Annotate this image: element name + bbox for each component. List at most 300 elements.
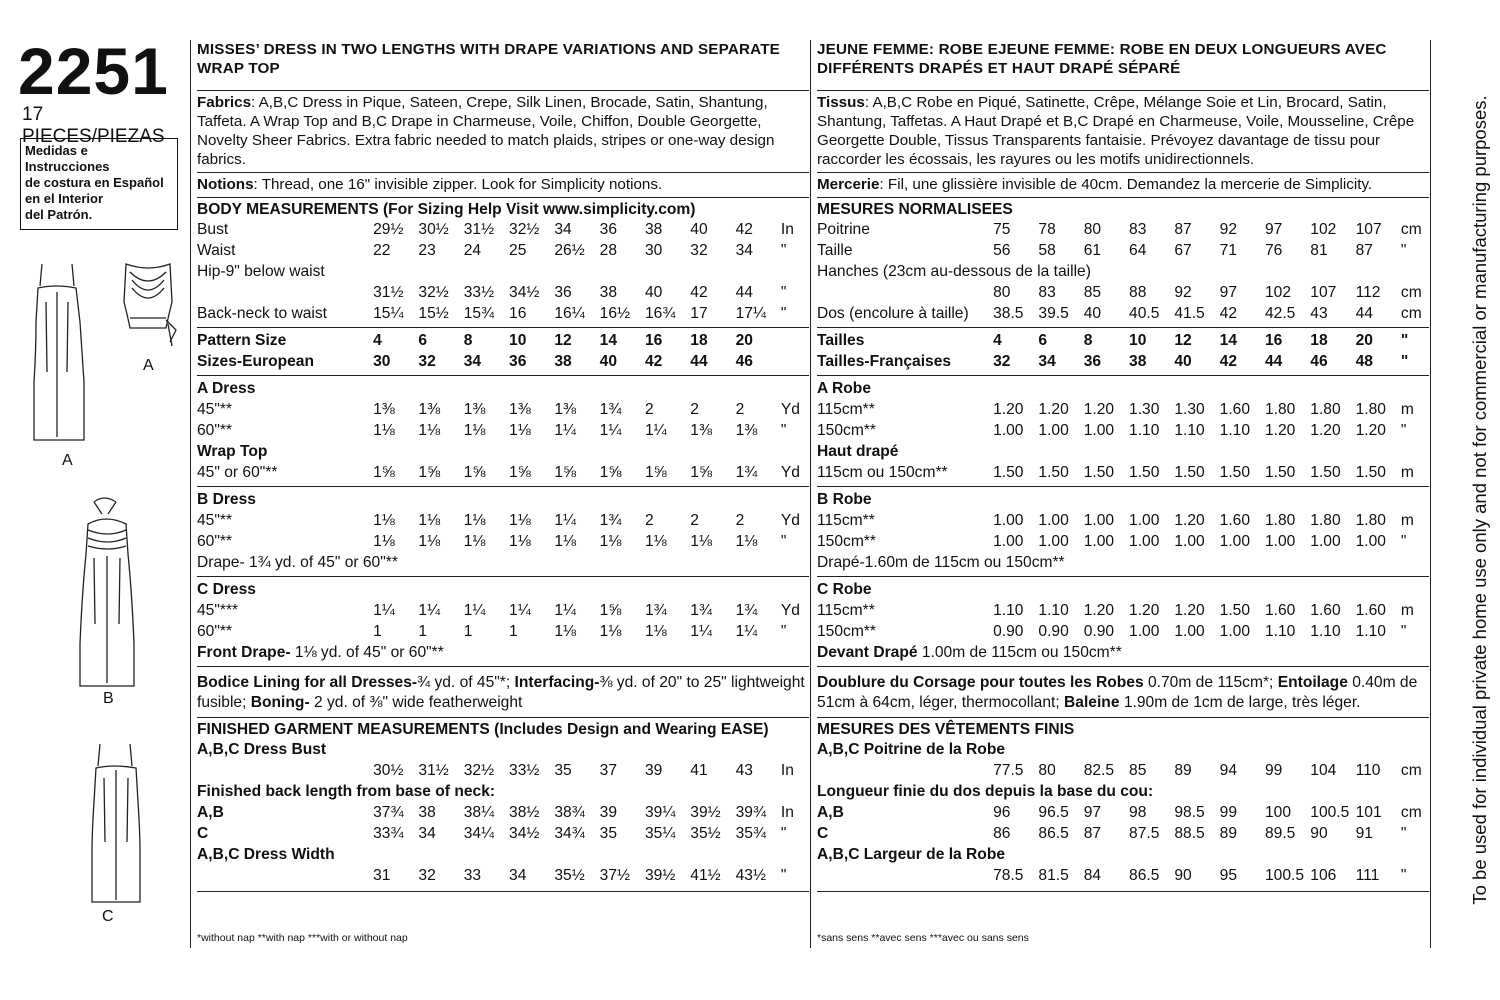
- size-value: 1⅝: [373, 463, 395, 481]
- c-drape-label: Front Drape-: [197, 644, 291, 661]
- size-value: 100.5: [1310, 803, 1350, 821]
- row-label: Tailles-Françaises: [817, 352, 952, 370]
- fabrics-section: [817, 90, 1429, 172]
- row-label: 115cm**: [817, 601, 875, 619]
- table-row: [817, 865, 1429, 886]
- table-row: [817, 844, 1429, 865]
- size-value: 1: [373, 622, 382, 640]
- size-value: 1.50: [1083, 463, 1115, 481]
- row-label: 45"**: [197, 511, 233, 529]
- notions-label: Mercerie: [817, 176, 880, 193]
- row-label: Tailles: [817, 331, 865, 349]
- c_rows-table: [817, 579, 1429, 642]
- size-value: 20: [735, 331, 753, 349]
- size-value: 12: [1174, 331, 1192, 349]
- size-value: 112: [1355, 283, 1381, 301]
- size-value: 38: [644, 220, 663, 238]
- size-value: 1.80: [1310, 511, 1341, 529]
- size-value: 67: [1174, 241, 1192, 259]
- table-row: [197, 802, 809, 823]
- size-value: 1⅛: [509, 421, 531, 439]
- lining-label: Bodice Lining for all Dresses-: [197, 674, 418, 691]
- size-value: 4: [373, 331, 382, 349]
- size-value: 34: [554, 220, 572, 238]
- unit: ": [1400, 421, 1407, 439]
- size-value: 1.80: [1355, 400, 1386, 418]
- size-value: 1.80: [1355, 511, 1386, 529]
- size-value: 1¼: [418, 601, 441, 619]
- size-value: 90: [1174, 866, 1192, 884]
- unit: ": [780, 866, 787, 884]
- table-row: [197, 420, 809, 441]
- size-value: 100: [1264, 803, 1291, 821]
- size-value: 43½: [735, 866, 766, 884]
- size-value: 96: [993, 803, 1011, 821]
- size-value: 1⅝: [644, 463, 667, 481]
- unit: Yd: [780, 400, 800, 418]
- size-value: 38.5: [993, 304, 1024, 322]
- size-value: 44: [1355, 304, 1373, 322]
- table-row: [817, 330, 1429, 351]
- body-measurements-header: MESURES NORMALISEES: [817, 201, 1013, 218]
- size-value: 1.00: [1083, 421, 1115, 439]
- body_rows-table: [817, 219, 1429, 324]
- size-value: 1.00: [993, 511, 1024, 529]
- spanish-note-box: [20, 138, 178, 230]
- size-value: 90: [1310, 824, 1328, 842]
- size-value: 1⅜: [509, 400, 531, 418]
- size-value: 34: [1038, 352, 1056, 370]
- size-value: 1⅛: [599, 532, 622, 550]
- size-value: 94: [1219, 761, 1238, 779]
- size-value: 30½: [418, 220, 449, 238]
- size-value: 1⅛: [418, 532, 441, 550]
- size-value: 1.60: [1219, 400, 1251, 418]
- row-label: 150cm**: [817, 421, 876, 439]
- view-c-yardage-section: [197, 576, 809, 666]
- size-value: 38: [599, 283, 618, 301]
- size-value: 1.00: [993, 532, 1024, 550]
- row-label: C: [817, 824, 829, 842]
- unit: ": [780, 283, 787, 301]
- size-value: 83: [1129, 220, 1147, 238]
- size-value: 1.20: [993, 400, 1024, 418]
- size-value: 8: [1083, 331, 1093, 349]
- size-value: 1⅜: [373, 400, 395, 418]
- size-value: 71: [1219, 241, 1238, 259]
- size-value: 98: [1129, 803, 1147, 821]
- table-row: [817, 441, 1429, 462]
- size-value: 39½: [644, 866, 676, 884]
- size-value: 31: [373, 866, 391, 884]
- view-a-yardage-section: [817, 375, 1429, 486]
- size-value: 1.10: [1219, 421, 1251, 439]
- table-row: [817, 823, 1429, 844]
- table-row: [817, 802, 1429, 823]
- size-value: 1⅜: [735, 421, 758, 439]
- finished-measurements-section: [817, 717, 1429, 889]
- size-value: 96.5: [1038, 803, 1069, 821]
- lining-text: 0.70m de 115cm*;: [1143, 674, 1278, 691]
- size-value: 2: [735, 400, 745, 418]
- boning-label: Baleine: [1064, 694, 1120, 711]
- table-row: [817, 462, 1429, 483]
- size-value: 1.00: [1310, 532, 1341, 550]
- fabrics-text: : A,B,C Robe en Piqué, Satinette, Crêpe, Mélange Soie et Lin, Brocard, Satin, Shantung, Taffetas. A Haut Drapé et B,C Drapé en Charmeuse, Voile, Mousseline, Crêpe Georgette Double, Tissus Transparents fantaisie. Prévoyez davantage de tissu pour raccorder les écossais, les rayures ou les motifs unidirectionnels.: [817, 94, 1415, 168]
- size-value: 1.80: [1310, 400, 1341, 418]
- size-value: 37¾: [373, 803, 404, 821]
- row-label: A,B: [197, 803, 224, 821]
- table-row: [817, 739, 1429, 760]
- size-value: 42: [644, 352, 663, 370]
- b-drape-note: Drape- 1¾ yd. of 45" or 60"**: [197, 554, 398, 571]
- size-value: 23: [418, 241, 436, 259]
- spanish-note-line: Medidas e Instrucciones: [25, 143, 110, 174]
- row-label: [817, 865, 993, 886]
- size-value: 86.5: [1129, 866, 1160, 884]
- row-label: A Dress: [197, 379, 256, 397]
- size-value: 89: [1174, 761, 1192, 779]
- table-row: [197, 579, 809, 600]
- unit: m: [1400, 400, 1414, 418]
- size-value: 1.20: [1174, 511, 1205, 529]
- size-value: 95: [1219, 866, 1238, 884]
- unit: In: [780, 220, 794, 238]
- unit: In: [780, 761, 794, 779]
- size_rows-table: [197, 330, 809, 372]
- size-value: 87: [1083, 824, 1102, 842]
- size-value: 1.20: [1264, 421, 1296, 439]
- size-value: 1⅛: [599, 622, 622, 640]
- row-label: C: [197, 824, 209, 842]
- size-value: 1: [418, 622, 428, 640]
- size-value: 42: [690, 283, 708, 301]
- size-value: 16¾: [644, 304, 676, 322]
- size-value: 87.5: [1129, 824, 1160, 842]
- unit: m: [1400, 601, 1414, 619]
- size-value: 31½: [463, 220, 495, 238]
- size-value: 34: [509, 866, 527, 884]
- size-value: 1.00: [1355, 532, 1386, 550]
- size-value: 1.00: [1038, 532, 1069, 550]
- unit: [781, 351, 809, 372]
- row-label: 150cm**: [817, 532, 876, 550]
- size-value: 1.10: [1310, 622, 1341, 640]
- table-row: [197, 621, 809, 642]
- table-row: [817, 351, 1429, 372]
- table-row: [817, 621, 1429, 642]
- size-value: 85: [1083, 283, 1102, 301]
- size-value: 25: [509, 241, 527, 259]
- size-value: 80: [1038, 761, 1056, 779]
- view-a-yardage-section: [197, 375, 809, 486]
- size-value: 1.80: [1264, 511, 1296, 529]
- unit: [781, 330, 809, 351]
- size-value: 1.20: [1174, 601, 1205, 619]
- size-value: 28: [599, 241, 618, 259]
- size-value: 8: [463, 331, 473, 349]
- lining-label: Doublure du Corsage pour toutes les Robes: [817, 674, 1144, 691]
- size-value: 38: [418, 803, 436, 821]
- table-row: [197, 865, 809, 886]
- size-value: 1¼: [735, 622, 758, 640]
- table-row: [817, 378, 1429, 399]
- size-value: 102: [1264, 283, 1291, 301]
- size-value: 75: [993, 220, 1011, 238]
- row-label: Pattern Size: [197, 331, 287, 349]
- size-value: 34¾: [554, 824, 585, 842]
- row-label: [197, 865, 373, 886]
- size-value: 1⅛: [463, 511, 486, 529]
- size-value: 61: [1083, 241, 1102, 259]
- size-value: 1⅛: [373, 421, 395, 439]
- pattern-number: 2251: [18, 34, 169, 108]
- size-value: 76: [1264, 241, 1283, 259]
- fabrics-section: [197, 90, 809, 172]
- row-label: A,B,C Dress Width: [197, 845, 335, 863]
- size-value: 1.10: [1129, 421, 1160, 439]
- side-note: [1460, 0, 1500, 1000]
- size-value: 26½: [554, 241, 585, 259]
- size-value: 15¼: [373, 304, 404, 322]
- size-value: 1¼: [554, 421, 577, 439]
- size-value: 33½: [463, 283, 495, 301]
- size-value: 1.50: [1129, 463, 1160, 481]
- interfacing-text: 0.40m de 51cm à 64cm, léger, thermocollant;: [817, 674, 1418, 711]
- size-value: 86: [993, 824, 1011, 842]
- table-row: [817, 579, 1429, 600]
- view-label-a-top: A: [143, 357, 154, 374]
- table-row: [197, 462, 809, 483]
- size-value: 88.5: [1174, 824, 1205, 842]
- size-value: 1⅜: [463, 400, 486, 418]
- size-value: 89.5: [1264, 824, 1296, 842]
- divider-left: [190, 40, 191, 948]
- row-label: 45" or 60"**: [197, 463, 278, 481]
- finished_rows-table: [817, 739, 1429, 886]
- size-value: 6: [1038, 331, 1048, 349]
- size-value: 1⅜: [418, 400, 441, 418]
- size-value: 1⅛: [463, 532, 486, 550]
- size-value: 32½: [509, 220, 540, 238]
- size-value: 0.90: [1038, 622, 1069, 640]
- size-value: 46: [735, 352, 753, 370]
- view-b-yardage-section: [817, 486, 1429, 576]
- table-row: [817, 399, 1429, 420]
- boning-text: 1.90m de 1cm de large, très léger.: [1119, 694, 1361, 711]
- c-drape-note: [817, 642, 1429, 663]
- size-value: 18: [1310, 331, 1328, 349]
- size-value: 1.20: [1310, 421, 1341, 439]
- unit: ": [1400, 622, 1407, 640]
- size-value: 64: [1129, 241, 1147, 259]
- size-value: 84: [1083, 866, 1102, 884]
- size-value: 1.20: [1038, 400, 1069, 418]
- lining-section: [817, 666, 1429, 717]
- view-c-yardage-section: [817, 576, 1429, 666]
- row-label: [817, 760, 993, 781]
- a_rows-table: [817, 378, 1429, 483]
- size-value: 85: [1129, 761, 1147, 779]
- size-value: 40: [599, 352, 618, 370]
- body-measurements-section: [197, 197, 809, 327]
- size-value: 1¾: [735, 463, 758, 481]
- size-value: 18: [690, 331, 708, 349]
- size-value: 1¾: [644, 601, 667, 619]
- size-value: 36: [599, 220, 618, 238]
- size-value: 91: [1355, 824, 1373, 842]
- size-value: 38¾: [554, 803, 585, 821]
- row-label: Hanches (23cm au-dessous de la taille): [817, 262, 1091, 280]
- size-value: 106: [1310, 866, 1337, 884]
- size-value: 1.20: [1129, 601, 1160, 619]
- size-value: 1⅛: [509, 532, 531, 550]
- size-value: 1⅛: [690, 532, 712, 550]
- row-label: C Robe: [817, 580, 872, 598]
- size-value: 34: [463, 352, 482, 370]
- size-value: 1.00: [1174, 622, 1205, 640]
- a_rows-table: [197, 378, 809, 483]
- usage-disclaimer: To be used for individual private home use only and not for commercial or manufacturing purposes.: [1469, 95, 1490, 905]
- table-row: [817, 303, 1429, 324]
- size-value: 22: [373, 241, 391, 259]
- c_rows-table: [197, 579, 809, 642]
- size-value: 1.10: [1174, 421, 1205, 439]
- wrap-top-illustration: [118, 258, 178, 354]
- size-value: 31½: [373, 283, 404, 301]
- size-value: 44: [690, 352, 708, 370]
- dress-c-illustration: [82, 742, 152, 912]
- table-row: [197, 351, 809, 372]
- b_rows-table: [197, 489, 809, 552]
- unit: ": [1400, 866, 1407, 884]
- size-value: 1¼: [463, 601, 486, 619]
- size-value: 2: [735, 511, 745, 529]
- size-value: 36: [1083, 352, 1102, 370]
- unit: ": [1400, 532, 1407, 550]
- row-label: A,B,C Poitrine de la Robe: [817, 740, 1006, 758]
- size-value: 87: [1174, 220, 1192, 238]
- size-value: 1¼: [554, 601, 577, 619]
- size-value: 104: [1310, 761, 1337, 779]
- unit: ": [1400, 241, 1407, 259]
- row-label: B Robe: [817, 490, 872, 508]
- table-row: [197, 441, 809, 462]
- size-value: 37½: [599, 866, 631, 884]
- table-row: [197, 219, 809, 240]
- size-value: 1.50: [1310, 463, 1341, 481]
- size-value: 40: [1174, 352, 1192, 370]
- size-value: 34½: [509, 283, 540, 301]
- french-column: [817, 40, 1429, 892]
- lining-text: ¾ yd. of 45"*;: [417, 674, 515, 691]
- size-value: 10: [1129, 331, 1147, 349]
- size-value: 92: [1219, 220, 1238, 238]
- size-value: 1⅛: [735, 532, 758, 550]
- row-label: Wrap Top: [197, 442, 268, 460]
- size-value: 41½: [690, 866, 721, 884]
- unit: ": [780, 532, 787, 550]
- row-label: 115cm**: [817, 400, 875, 418]
- size-value: 35½: [554, 866, 585, 884]
- size-value: 97: [1083, 803, 1102, 821]
- size-value: 1⅛: [463, 421, 486, 439]
- size-value: 30: [644, 241, 663, 259]
- unit: Yd: [780, 511, 800, 529]
- size-value: 39¾: [735, 803, 766, 821]
- size-value: 78: [1038, 220, 1056, 238]
- size-value: 16: [509, 304, 527, 322]
- table-row: [817, 510, 1429, 531]
- fabrics-text: : A,B,C Dress in Pique, Sateen, Crepe, Silk Linen, Brocade, Satin, Shantung, Taffeta. A Wrap Top and B,C Drape in Charmeuse, Voile, Chiffon, Double Georgette, Novelty Sheer Fabrics. Extra fabric needed to match plaids, stripes or one-way design fabrics.: [197, 94, 775, 168]
- size-value: 42.5: [1264, 304, 1296, 322]
- size-value: 42: [1219, 352, 1238, 370]
- table-row: [817, 240, 1429, 261]
- size-value: 1.20: [1083, 601, 1115, 619]
- size-value: 1⅛: [644, 622, 667, 640]
- spanish-note-line: de costura en Español: [25, 175, 164, 190]
- size-value: 1⅛: [644, 532, 667, 550]
- row-label: Longueur finie du dos depuis la base du cou:: [817, 782, 1154, 800]
- size-value: 100.5: [1264, 866, 1304, 884]
- row-label: 150cm**: [817, 622, 876, 640]
- sizes-section: [197, 327, 809, 375]
- size-value: 58: [1038, 241, 1056, 259]
- size-value: 1.60: [1310, 601, 1341, 619]
- size-value: 32: [993, 352, 1011, 370]
- notions-label: Notions: [197, 176, 254, 193]
- notions-section: [817, 172, 1429, 197]
- size-value: 42: [735, 220, 753, 238]
- c-drape-note: [197, 642, 809, 663]
- size-value: 2: [690, 511, 699, 529]
- unit: ": [1400, 824, 1407, 842]
- size-value: 43: [1310, 304, 1328, 322]
- size-value: 40: [1083, 304, 1102, 322]
- size-value: 17: [690, 304, 708, 322]
- pieces-count: 17 PIECES/PIEZAS: [22, 104, 165, 147]
- interfacing-label: Interfacing-: [514, 674, 600, 691]
- size-value: 1.60: [1264, 601, 1296, 619]
- size-value: 38½: [509, 803, 540, 821]
- size-value: 34: [735, 241, 753, 259]
- boning-label: Boning-: [250, 694, 310, 711]
- size-value: 1¾: [690, 601, 712, 619]
- size-value: 6: [418, 331, 428, 349]
- interfacing-text: ⅜ yd. of 20" to 25" lightweight fusible;: [197, 674, 805, 711]
- size-value: 40: [690, 220, 708, 238]
- pattern-title: MISSES’ DRESS IN TWO LENGTHS WITH DRAPE VARIATIONS AND SEPARATE WRAP TOP: [197, 41, 781, 77]
- row-label: Bust: [197, 220, 229, 238]
- size-value: 1¼: [373, 601, 395, 619]
- size-value: 35¼: [644, 824, 676, 842]
- boning-text: 2 yd. of ⅜" wide featherweight: [309, 694, 523, 711]
- view-label-a: A: [62, 452, 73, 469]
- size-value: 86.5: [1038, 824, 1069, 842]
- size-value: 1¼: [599, 421, 622, 439]
- table-row: [197, 240, 809, 261]
- footnote-french: *sans sens **avec sens ***avec ou sans sens: [817, 932, 1029, 944]
- size-value: 30½: [373, 761, 404, 779]
- size-value: 101: [1355, 803, 1382, 821]
- size-value: 1.00: [1129, 532, 1160, 550]
- dress-a-illustration: [20, 262, 100, 452]
- size-value: 1.20: [1355, 421, 1386, 439]
- size-value: 97: [1264, 220, 1283, 238]
- size-value: 1⅛: [509, 511, 531, 529]
- size-value: 32: [418, 866, 436, 884]
- row-label: [197, 282, 373, 303]
